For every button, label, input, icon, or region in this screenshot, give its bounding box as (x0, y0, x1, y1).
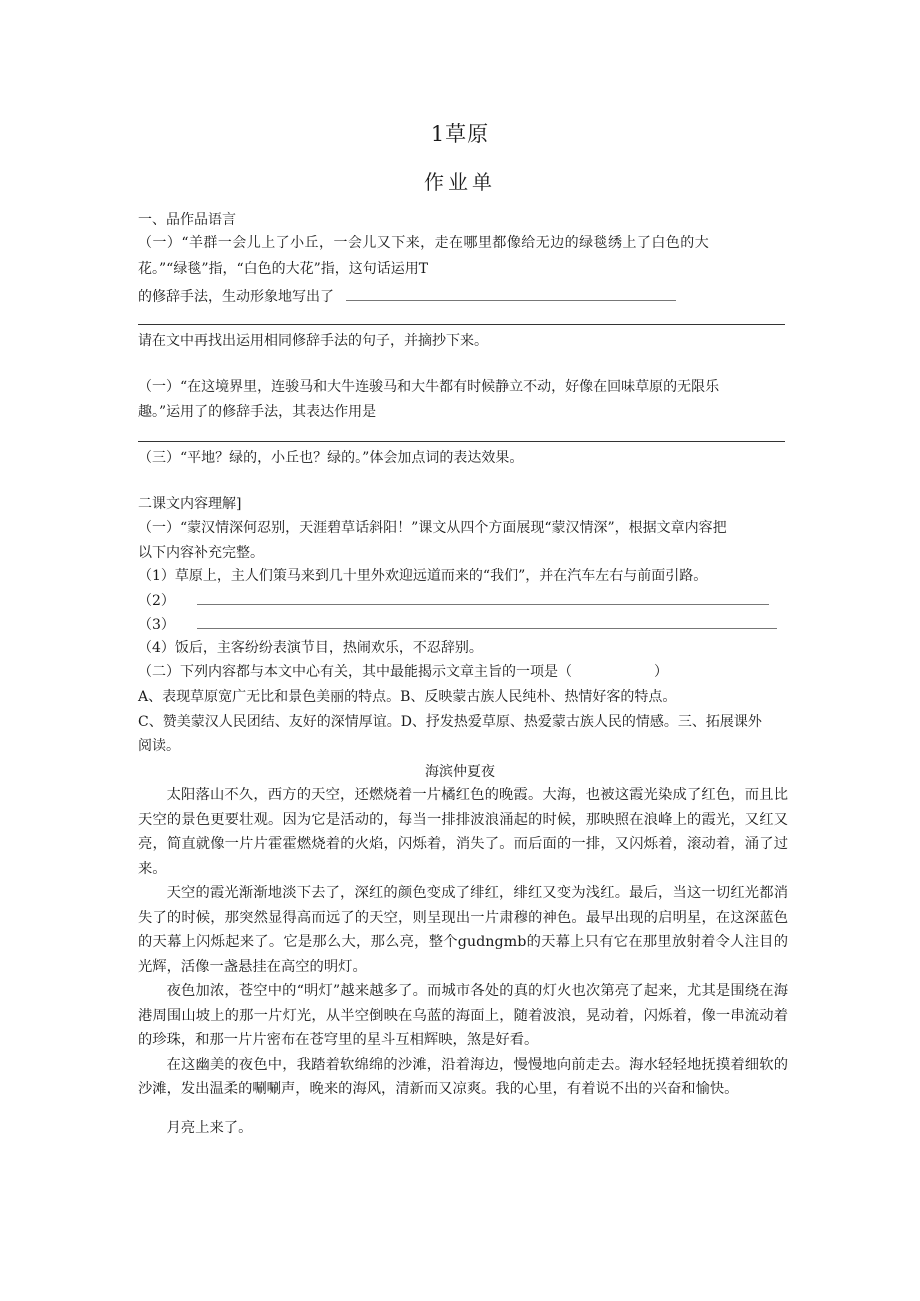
section2-q1-line1: （一）“蒙汉情深何忍别，天涯碧草话斜阳！”课文从四个方面展现“蒙汉情深”，根据文章内容把 (138, 520, 727, 536)
section1-q1-line3-text: 的修辞手法，生动形象地写出了 (138, 289, 334, 305)
answer-blank-3[interactable] (197, 614, 777, 629)
reading-body (138, 783, 788, 1140)
page-title: 1草原 (430, 122, 490, 146)
page-subtitle: 作业单 (424, 170, 496, 194)
reading-paragraph-2: 天空的霞光渐渐地淡下去了，深红的颜色变成了绯红，绯红又变为浅红。最后，当这一切红光都消失了的时候，那突然显得高而远了的天空，则呈现出一片肃穆的神色。最早出现的启明星，在这深蓝色的天幕上闪烁起来了。它是那么大，那么亮，整个gudngmb的天幕上只有它在那里放射着令人注目的光辉，活像一盏悬挂在高空的明灯。 (138, 885, 788, 975)
reading-paragraph-4: 在这幽美的夜色中，我踏着软绵绵的沙滩，沿着海边，慢慢地向前走去。海水轻轻地抚摸着细软的沙滩，发出温柔的唰唰声，晚来的海风，清新而又凉爽。我的心里，有着说不出的兴奋和愉快。 (138, 1056, 788, 1097)
section1-heading: 一、品作品语言 (138, 212, 236, 228)
section2-heading: 二课文内容理解] (138, 496, 242, 512)
section2-item1: （1）草原上，主人们策马来到几十里外欢迎远道而来的“我们”，并在汽车左右与前面引路。 (138, 568, 708, 584)
section2-q2 (138, 662, 668, 682)
section2-item2-label: （2） (138, 593, 175, 609)
section2-options-line1: A、表现草原宽广无比和景色美丽的特点。B、反映蒙古族人民纯朴、热情好客的特点。 (138, 689, 677, 705)
answer-line-1[interactable] (138, 324, 785, 325)
section1-q1-line2: 花。”“绿毯”指，“白色的大花”指，这句话运用T (138, 261, 429, 277)
section1-q2-line2: 趣。”运用了的修辞手法，其表达作用是 (138, 404, 377, 420)
section1-q1-line3 (138, 286, 676, 307)
section2-item3-label: （3） (138, 617, 175, 633)
answer-blank-1[interactable] (346, 286, 676, 301)
section2-q2-paren: ） (654, 664, 668, 680)
section1-q3: （三）“平地？绿的，小丘也？绿的。”体会加点词的表达效果。 (138, 450, 524, 466)
answer-line-2[interactable] (138, 441, 785, 442)
reading-paragraph-3: 夜色加浓，苍空中的“明灯”越来越多了。而城市各处的真的灯火也次第亮了起来，尤其是围绕在海港周围山坡上的那一片灯光，从半空倒映在乌蓝的海面上，随着波浪，晃动着，闪烁着，像一串流动着的珍珠，和那一片片密布在苍穹里的星斗互相辉映，煞是好看。 (138, 983, 788, 1048)
section2-item4: （4）饭后，主客纷纷表演节目，热闹欢乐，不忍辞别。 (138, 640, 483, 656)
section2-q2-text: （二）下列内容都与本文中心有关，其中最能揭示文章主旨的一项是（ (138, 664, 572, 680)
section1-q1-task: 请在文中再找出运用相同修辞手法的句子，并摘抄下来。 (138, 333, 488, 349)
reading-paragraph-5: 月亮上来了。 (166, 1119, 253, 1136)
section1-q1-line1: （一）“羊群一会儿上了小丘，一会儿又下来，走在哪里都像给无边的绿毯绣上了白色的大 (138, 235, 710, 251)
section2-q1-line2: 以下内容补充完整。 (138, 545, 264, 561)
section2-item3 (138, 614, 777, 635)
section2-options-line3: 阅读。 (138, 738, 180, 754)
section1-q2-line1: （一）“在这境界里，连骏马和大牛连骏马和大牛都有时候静立不动，好像在回味草原的无限乐 (138, 379, 720, 395)
section2-item2 (138, 590, 769, 611)
reading-title: 海滨仲夏夜 (425, 764, 495, 780)
answer-blank-2[interactable] (197, 590, 769, 605)
reading-paragraph-1: 太阳落山不久，西方的天空，还燃烧着一片橘红色的晚霞。大海，也被这霞光染成了红色，而且比天空的景色更要壮观。因为它是活动的，每当一排排波浪涌起的时候，那映照在浪峰上的霞光，又红又亮，简直就像一片片霍霍燃烧着的火焰，闪烁着，消失了。而后面的一排，又闪烁着，滚动着，涌了过来。 (138, 787, 788, 877)
section2-options-line2: C、赞美蒙汉人民团结、友好的深情厚谊。D、抒发热爱草原、热爱蒙古族人民的情感。三、拓展课外 (138, 714, 762, 730)
